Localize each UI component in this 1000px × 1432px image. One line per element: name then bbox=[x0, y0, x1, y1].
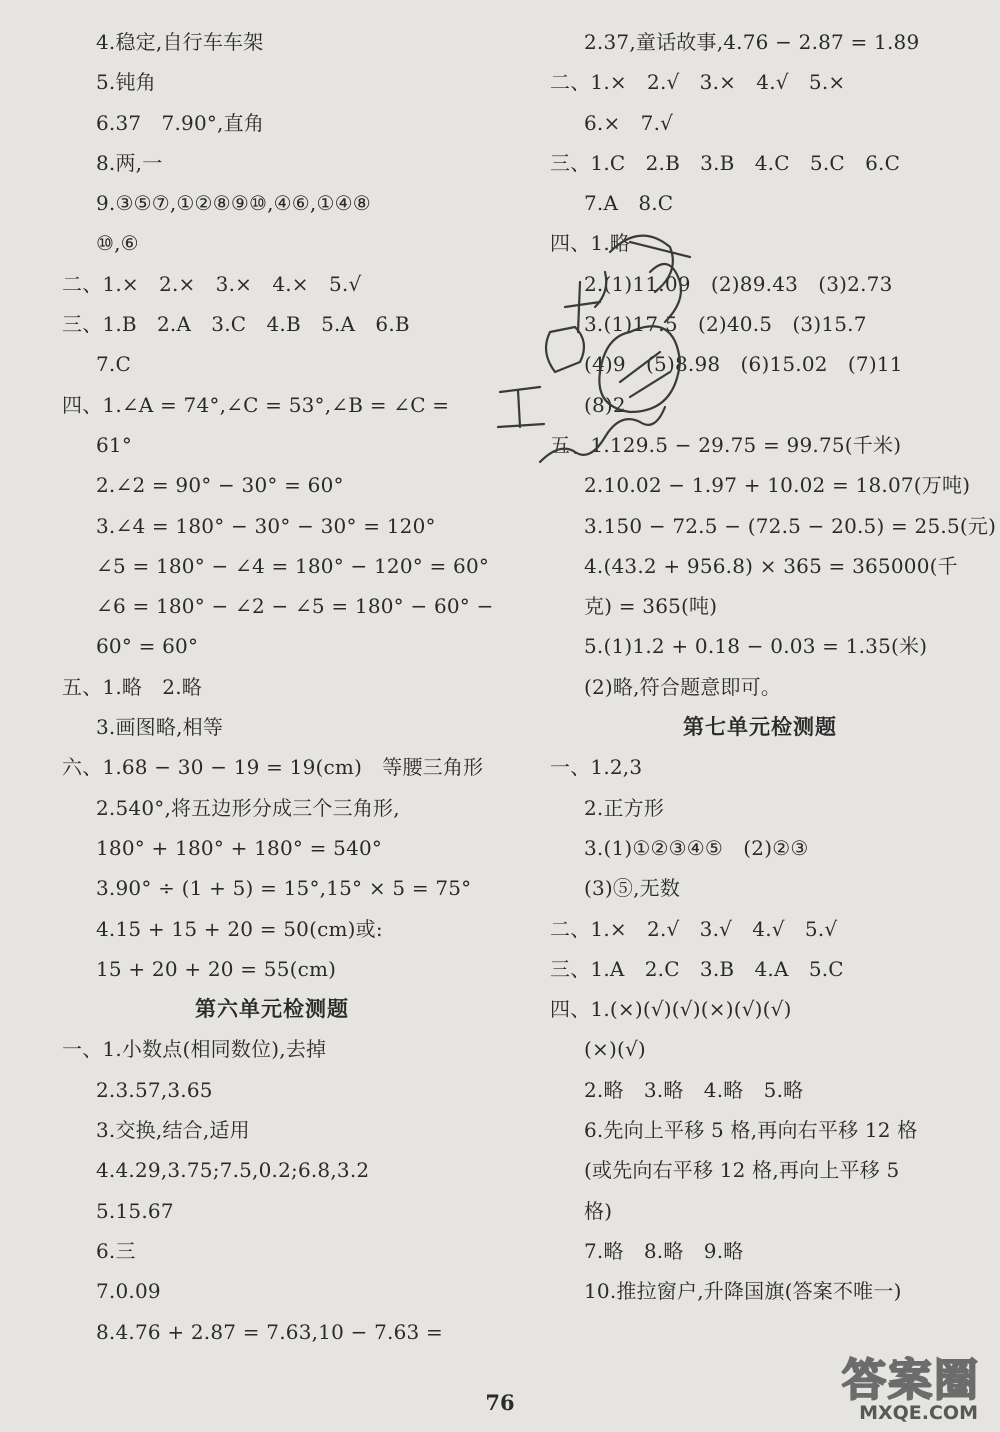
answer-line: 4.15 + 15 + 20 = 50(cm)或: bbox=[96, 916, 383, 941]
answer-line: 60° = 60° bbox=[96, 634, 199, 659]
answer-line: 三、1.C 2.B 3.B 4.C 5.C 6.C bbox=[550, 150, 901, 175]
answer-line: 2.3.57,3.65 bbox=[96, 1077, 213, 1102]
answer-line: 五、1.129.5 − 29.75 = 99.75(千米) bbox=[550, 432, 902, 457]
answer-line: 7.C bbox=[96, 352, 131, 377]
page-number: 76 bbox=[485, 1390, 515, 1415]
answer-line: 3.交换,结合,适用 bbox=[96, 1118, 250, 1143]
answer-line: 8.4.76 + 2.87 = 7.63,10 − 7.63 = bbox=[96, 1319, 443, 1344]
answer-line: 3.150 − 72.5 − (72.5 − 20.5) = 25.5(元) bbox=[584, 513, 997, 538]
answer-line: 7.略 8.略 9.略 bbox=[584, 1238, 744, 1263]
answer-line: 8.两,一 bbox=[96, 150, 163, 175]
section-title: 第七单元检测题 bbox=[683, 715, 837, 740]
answer-line: 2.正方形 bbox=[584, 795, 665, 820]
section-title: 第六单元检测题 bbox=[195, 997, 349, 1022]
answer-line: 3.∠4 = 180° − 30° − 30° = 120° bbox=[96, 513, 436, 538]
answer-line: 2.37,童话故事,4.76 − 2.87 = 1.89 bbox=[584, 30, 920, 54]
answer-line: 4.(43.2 + 956.8) × 365 = 365000(千 bbox=[584, 553, 958, 578]
watermark-main: 答案圈 bbox=[842, 1355, 980, 1406]
answer-line: 2.10.02 − 1.97 + 10.02 = 18.07(万吨) bbox=[584, 473, 971, 498]
answer-line: 3.(1)17.5 (2)40.5 (3)15.7 bbox=[584, 312, 867, 337]
answer-line: ∠6 = 180° − ∠2 − ∠5 = 180° − 60° − bbox=[96, 594, 494, 619]
answer-line: 6.三 bbox=[96, 1238, 136, 1263]
answer-line: 二、1.× 2.√ 3.√ 4.√ 5.√ bbox=[550, 916, 838, 941]
answer-line: 四、1.∠A = 74°,∠C = 53°,∠B = ∠C = bbox=[62, 392, 450, 417]
answer-line: 4.4.29,3.75;7.5,0.2;6.8,3.2 bbox=[96, 1158, 370, 1183]
answer-line: 5.(1)1.2 + 0.18 − 0.03 = 1.35(米) bbox=[584, 634, 928, 659]
answer-line: 2.540°,将五边形分成三个三角形, bbox=[96, 795, 400, 820]
answer-line: (2)略,符合题意即可。 bbox=[584, 674, 782, 699]
answer-line: 5.15.67 bbox=[96, 1198, 174, 1223]
answer-line: 二、1.× 2.√ 3.× 4.√ 5.× bbox=[550, 70, 846, 95]
answer-line: 3.(1)①②③④⑤ (2)②③ bbox=[584, 835, 809, 860]
answer-line: 6.先向上平移 5 格,再向右平移 12 格 bbox=[584, 1118, 918, 1143]
answer-line: 15 + 20 + 20 = 55(cm) bbox=[96, 956, 337, 981]
answer-line: 三、1.B 2.A 3.C 4.B 5.A 6.B bbox=[62, 312, 410, 337]
answer-line: 六、1.68 − 30 − 19 = 19(cm) 等腰三角形 bbox=[62, 755, 484, 780]
answer-line: 9.③⑤⑦,①②⑧⑨⑩,④⑥,①④⑧ bbox=[96, 191, 371, 216]
watermark-logo bbox=[800, 1344, 990, 1426]
answer-line: 五、1.略 2.略 bbox=[62, 674, 202, 699]
answer-line: 三、1.A 2.C 3.B 4.A 5.C bbox=[550, 956, 844, 981]
watermark-url: MXQE.COM bbox=[859, 1402, 978, 1424]
answer-line: (3)⑤,无数 bbox=[584, 876, 681, 901]
answer-line: ⑩,⑥ bbox=[96, 231, 139, 256]
answer-line: 61° bbox=[96, 432, 133, 457]
answer-line: 4.稳定,自行车车架 bbox=[96, 30, 264, 54]
answer-line: 克) = 365(吨) bbox=[584, 594, 718, 619]
answer-line: 3.90° ÷ (1 + 5) = 15°,15° × 5 = 75° bbox=[96, 876, 472, 901]
answer-line: 二、1.× 2.× 3.× 4.× 5.√ bbox=[62, 271, 362, 296]
answer-line: 7.A 8.C bbox=[584, 191, 674, 216]
answer-line: (×)(√) bbox=[584, 1037, 646, 1062]
answer-line: 6.37 7.90°,直角 bbox=[96, 110, 265, 135]
answer-line: (4)9 (5)8.98 (6)15.02 (7)11 bbox=[584, 352, 903, 377]
answer-line: 7.0.09 bbox=[96, 1279, 161, 1304]
answer-line: 四、1.(×)(√)(√)(×)(√)(√) bbox=[550, 997, 792, 1022]
answer-line: 2.∠2 = 90° − 30° = 60° bbox=[96, 473, 344, 498]
answer-line: 一、1.2,3 bbox=[550, 755, 643, 780]
answer-line: 2.略 3.略 4.略 5.略 bbox=[584, 1077, 804, 1102]
answer-line: 一、1.小数点(相同数位),去掉 bbox=[62, 1037, 327, 1062]
left-column bbox=[62, 22, 494, 1352]
answer-line: 格) bbox=[584, 1198, 613, 1223]
answer-line: 2.(1)11.09 (2)89.43 (3)2.73 bbox=[584, 271, 893, 296]
answer-line: 四、1.略 bbox=[550, 231, 631, 256]
right-column bbox=[550, 22, 997, 1312]
answer-line: 5.钝角 bbox=[96, 70, 156, 95]
answer-line: 10.推拉窗户,升降国旗(答案不唯一) bbox=[584, 1279, 902, 1304]
answer-line: ∠5 = 180° − ∠4 = 180° − 120° = 60° bbox=[96, 553, 490, 578]
answer-line: (8)2 bbox=[584, 392, 626, 417]
answer-line: 6.× 7.√ bbox=[584, 110, 674, 135]
answer-line: (或先向右平移 12 格,再向上平移 5 bbox=[584, 1158, 900, 1183]
answer-line: 180° + 180° + 180° = 540° bbox=[96, 835, 383, 860]
answer-line: 3.画图略,相等 bbox=[96, 715, 224, 740]
